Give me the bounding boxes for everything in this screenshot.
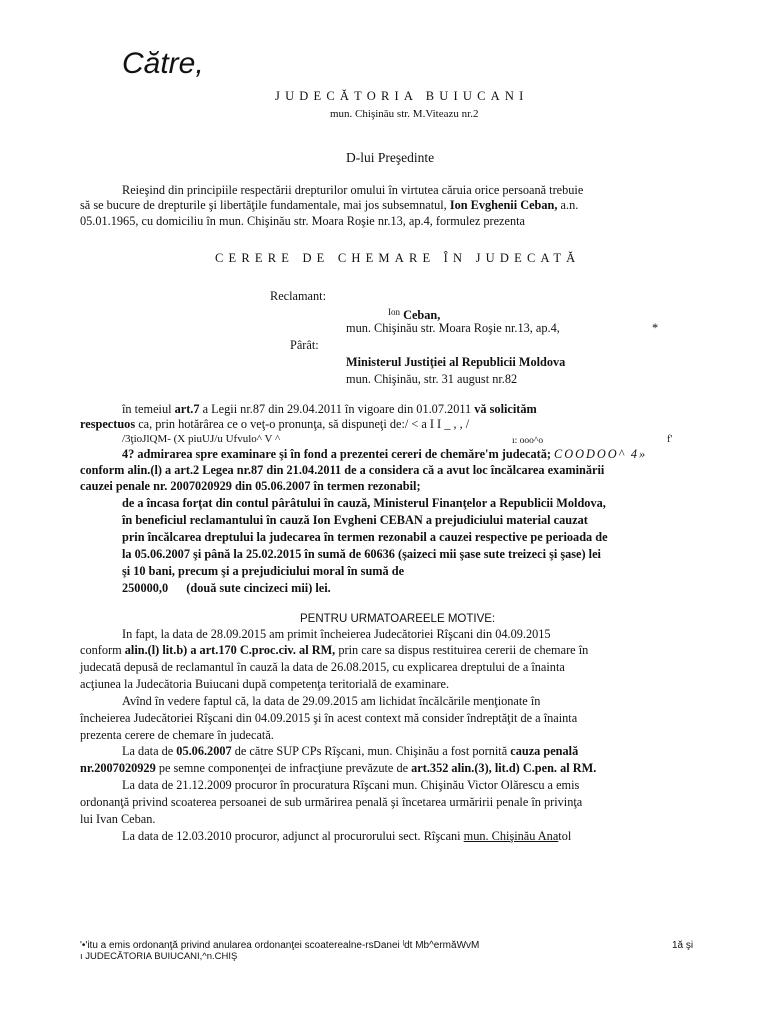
request-amount: 250000,0 (122, 581, 169, 595)
motive-1-line-2-a: conform (80, 643, 122, 657)
motive-1-line-3: judecată depusă de reclamantul în cauză la data de 26.08.2015, cu explicarea dreptului de a înainta (80, 660, 565, 674)
request-line-6: cauzei penale nr. 2007020929 din 05.06.2007 în termen rezonabil; (80, 479, 421, 493)
request-line-1-a: în temeiul (122, 402, 172, 416)
motive-1-line-4: acţiunea la Judecătoria Buiucani după competenţa teritorială de examinare. (80, 677, 450, 691)
request-line-2-a: respectuos (80, 417, 136, 431)
request-line-4-b: COODOO^ 4» (554, 447, 648, 461)
claimant-prefix: Ion (388, 307, 400, 317)
intro-line-1: Reieşind din principiile respectării drepturilor omului în virtutea căruia orice persoană trebuie (122, 183, 584, 197)
page-mark: 1ă şi (672, 940, 694, 951)
motive-4-line-3: lui Ivan Ceban. (80, 812, 156, 826)
request-line-11: şi 10 bani, precum şi a prejudiciului moral în sumă de (122, 564, 405, 578)
motive-3-line-2 (80, 761, 596, 776)
motive-5-tail: tol (558, 829, 572, 843)
request-line-1-b: a Legii nr.87 din 29.04.2011 în vigoare din 01.07.2011 (202, 402, 472, 416)
defendant-address: mun. Chişinău, str. 31 august nr.82 (346, 372, 518, 386)
request-line-3-b: ı: ooo^o (512, 436, 544, 446)
motive-3-case-number: nr.2007020929 (80, 761, 156, 775)
court-name: JUDECĂTORIA BUIUCANI (275, 89, 529, 103)
intro-line-2 (80, 198, 578, 213)
request-line-8: în beneficiul reclamantului în cauză Ion Evgheni CEBAN a prejudiciului material cauzat (122, 513, 588, 527)
request-amount-words: (două sute cincizeci mii) lei. (186, 581, 331, 595)
motive-2-line-2: încheierea Judecătoriei Rîşcani din 04.09.2015 şi în acest context mă consider îndreptăţit de a înainta (80, 711, 578, 725)
motive-3-line-2-b: pe semne componenţei de infracţiune prevăzute de (158, 761, 409, 775)
footer-line-2: ı JUDECĂTORIA BUIUCANI,^n.CHIŞ (80, 951, 238, 962)
request-line-4 (122, 447, 647, 462)
motive-3-line-1-c: de către SUP CPs Rîşcani, mun. Chişinău a fost pornită (234, 744, 508, 758)
request-line-2-b: ca, prin hotărârea ce o veţ-o pronunţa, să dispuneţi de:/ < a I I _ , , / (138, 417, 470, 431)
motive-3-line-1-a: La data de (122, 744, 174, 758)
request-line-10: la 05.06.2007 şi până la 25.02.2015 în sumă de 60636 (şaizeci mii şase sute treizeci şi şase) lei (122, 547, 601, 561)
request-line-4-a: 4? admirarea spre examinare şi în fond a prezentei cereri de chemăre'm judecată; (122, 447, 551, 461)
motive-2-line-3: prezenta cerere de chemare în judecată. (80, 728, 274, 742)
motive-1-legal-ref: alin.(l) lit.b) a art.170 C.proc.civ. al RM, (124, 643, 336, 657)
motive-4-line-1: La data de 21.12.2009 procuror în procuratura Rîşcani mun. Chişinău Victor Olărescu a emis (122, 778, 580, 792)
motives-heading: PENTRU URMATOAREELE MOTIVE: (300, 613, 496, 625)
defendant-name: Ministerul Justiţiei al Republicii Moldova (346, 355, 566, 369)
intro-line-3: 05.01.1965, cu domiciliu în mun. Chişinău str. Moara Roşie nr.13, ap.4, formulez prezenta (80, 214, 525, 228)
intro-line-2-text: să se bucure de drepturile şi libertăţile fundamentale, mai jos subsemnatul, (80, 198, 447, 212)
motive-3-date: 05.06.2007 (176, 744, 232, 758)
request-line-1-c: vă solicităm (474, 402, 537, 416)
request-line-1 (122, 402, 537, 417)
request-line-5: conform alin.(l) a art.2 Legea nr.87 din 21.04.2011 de a considera că a avut loc încălcarea examinării (80, 463, 605, 477)
request-line-9: prin încălcarea dreptului la judecarea în termen rezonabil a cauzei respective pe perioada de (122, 530, 608, 544)
request-line-2 (80, 417, 469, 432)
applicant-name: Ion Evghenii Ceban, (449, 198, 558, 212)
motive-1-line-2 (80, 643, 588, 658)
court-address: mun. Chişinău str. M.Viteazu nr.2 (330, 108, 479, 120)
motive-1-line-1: In fapt, la data de 28.09.2015 am primit încheierea Judecătoriei Rîşcani din 04.09.2015 (122, 627, 551, 641)
claimant-name: Ceban, (403, 308, 441, 322)
footer-line-1: '•'itu a emis ordonanţă privind anularea ordonanţei scoaterealne-rsDanei ˡdt Mb^ermăWvM (80, 940, 480, 951)
motive-5-underlined: mun. Chişinău Ana (463, 829, 559, 843)
claimant-label: Reclamant: (270, 289, 326, 303)
greeting: Către, (122, 47, 204, 80)
motive-1-line-2-c: prin care sa dispus restituirea cererii de chemare în (338, 643, 589, 657)
motive-4-line-2: ordonanţă privind scoaterea persoanei de sub urmărirea penală şi încetarea urmăririi penale în privinţa (80, 795, 583, 809)
claimant-address: mun. Chişinău str. Moara Roşie nr.13, ap.4, (346, 321, 560, 335)
motive-2-line-1: Avînd în vedere faptul că, la data de 29.09.2015 am lichidat încălcările menţionate în (122, 694, 541, 708)
request-line-3-a: /3ţioJlQM- (X piuUJ/u Ufvulo^ V ^ (122, 433, 281, 445)
claimant-mark: * (652, 321, 659, 335)
addressee: D-lui Preşedinte (346, 150, 435, 165)
motive-3-line-1 (122, 744, 578, 759)
request-line-3 (122, 432, 280, 447)
defendant-label: Pârât: (290, 338, 319, 352)
request-line-7: de a încasa forţat din contul pârâtului în cauză, Ministerul Finanţelor a Republicii Moldova, (122, 496, 606, 510)
request-line-3-c: f' (667, 434, 673, 445)
request-article: art.7 (174, 402, 200, 416)
motive-5-text: La data de 12.03.2010 procuror, adjunct al procurorului sect. Rîşcani (122, 829, 461, 843)
intro-line-2-birth: a.n. (560, 198, 579, 212)
motive-3-article: art.352 alin.(3), lit.d) C.pen. al RM. (411, 761, 597, 775)
document-title: CERERE DE CHEMARE ÎN JUDECATĂ (215, 251, 581, 265)
motive-5-line-1 (122, 829, 571, 844)
motive-3-case-label: cauza penală (510, 744, 579, 758)
request-line-12 (122, 581, 331, 596)
